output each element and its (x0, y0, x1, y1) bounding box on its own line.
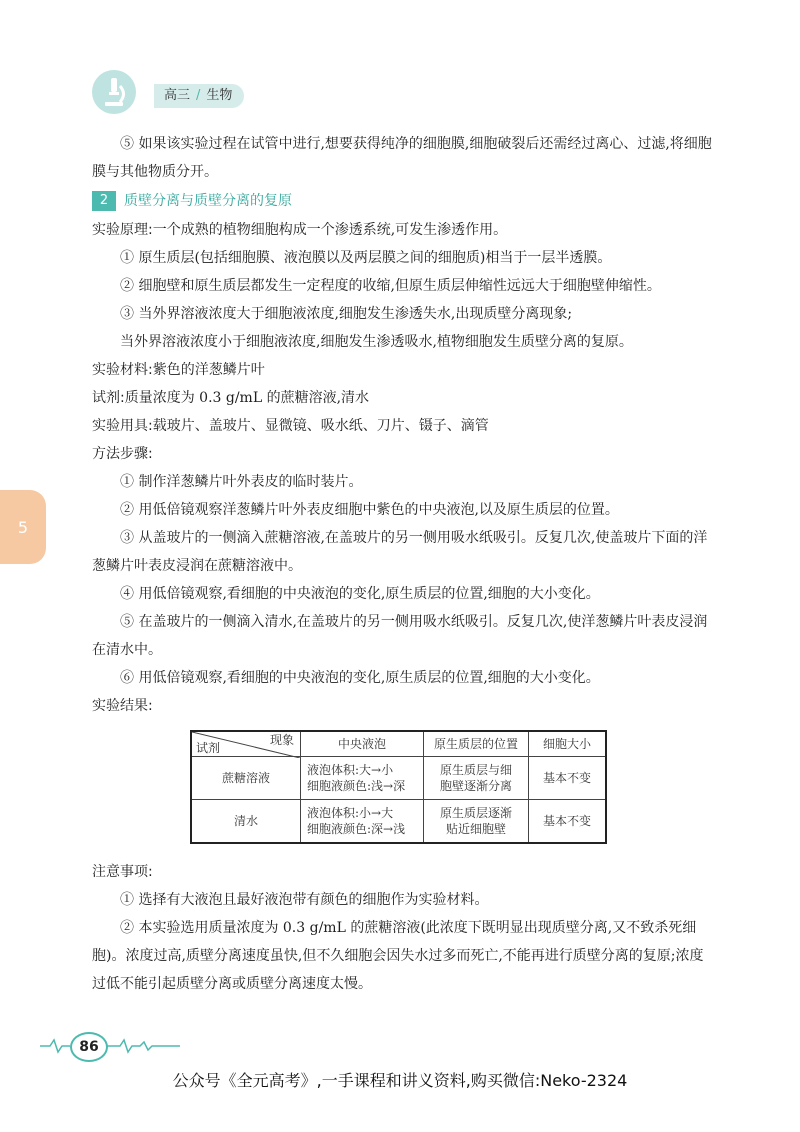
note-item-1: ① 选择有大液泡且最好液泡带有颜色的细胞作为实验材料。 (120, 892, 489, 908)
vacuole-color: 细胞液颜色:浅→深 (307, 779, 406, 793)
results-table (190, 730, 607, 844)
table-row (191, 800, 606, 844)
step-item-1: ① 制作洋葱鳞片叶外表皮的临时装片。 (120, 474, 363, 490)
table-corner-cell (191, 731, 301, 757)
row-reagent: 蔗糖溶液 (191, 757, 301, 800)
section-title: 质壁分离与质壁分离的复原 (124, 193, 292, 209)
breadcrumb (154, 84, 244, 108)
materials-text: 紫色的洋葱鳞片叶 (152, 362, 265, 378)
row-layer (424, 800, 529, 844)
reagents-line (92, 384, 712, 412)
step-item-3: ③ 从盖玻片的一侧滴入蔗糖溶液,在盖玻片的另一侧用吸水纸吸引。反复几次,使盖玻片下面的洋葱鳞片叶表皮浸润在蔗糖溶液中。 (92, 530, 708, 574)
header-layer: 原生质层的位置 (424, 731, 529, 757)
section-heading (92, 188, 712, 214)
layer-line-1: 原生质层与细 (439, 763, 512, 777)
vacuole-volume: 液泡体积:小→大 (307, 806, 394, 820)
step-item-5: ⑤ 在盖玻片的一侧滴入清水,在盖玻片的另一侧用吸水纸吸引。反复几次,使洋葱鳞片叶表皮浸润在清水中。 (92, 614, 708, 658)
vacuole-volume: 液泡体积:大→小 (307, 763, 394, 777)
tools-text: 载玻片、盖玻片、显微镜、吸水纸、刀片、镊子、滴管 (152, 418, 489, 434)
page-number: 86 (70, 1032, 108, 1062)
vacuole-color: 细胞液颜色:深→浅 (307, 822, 406, 836)
step-item-2: ② 用低倍镜观察洋葱鳞片叶外表皮细胞中紫色的中央液泡,以及原生质层的位置。 (120, 502, 619, 518)
notes-label: 注意事项: (92, 864, 153, 880)
reagents-label: 试剂: (92, 390, 125, 406)
principle-item-1: ① 原生质层(包括细胞膜、液泡膜以及两层膜之间的细胞质)相当于一层半透膜。 (120, 250, 612, 266)
breadcrumb-subject: 生物 (206, 88, 233, 103)
results-label: 实验结果: (92, 698, 153, 714)
principle-text: 一个成熟的植物细胞构成一个渗透系统,可发生渗透作用。 (152, 222, 508, 238)
breadcrumb-separator: / (196, 88, 201, 103)
step-item-4: ④ 用低倍镜观察,看细胞的中央液泡的变化,原生质层的位置,细胞的大小变化。 (120, 586, 600, 602)
row-vacuole (301, 757, 424, 800)
corner-bottom-label: 试剂 (196, 741, 221, 755)
page-number-badge (40, 1030, 180, 1060)
reagents-text: 质量浓度为 0.3 g/mL 的蔗糖溶液,清水 (124, 390, 370, 406)
microscope-icon (92, 70, 136, 114)
row-vacuole (301, 800, 424, 844)
chapter-number: 5 (17, 517, 29, 537)
step-item-6: ⑥ 用低倍镜观察,看细胞的中央液泡的变化,原生质层的位置,细胞的大小变化。 (120, 670, 600, 686)
breadcrumb-grade: 高三 (164, 88, 191, 103)
principle-item-2: ② 细胞壁和原生质层都发生一定程度的收缩,但原生质层伸缩性远远大于细胞壁伸缩性。 (120, 278, 661, 294)
tools-label: 实验用具: (92, 418, 153, 434)
materials-label: 实验材料: (92, 362, 153, 378)
row-size: 基本不变 (529, 800, 607, 844)
layer-line-2: 贴近细胞壁 (445, 822, 506, 836)
row-reagent: 清水 (191, 800, 301, 844)
chapter-tab (0, 490, 46, 564)
header-size: 细胞大小 (529, 731, 607, 757)
row-layer (424, 757, 529, 800)
footer-text: 公众号《全元高考》,一手课程和讲义资料,购买微信:Neko-2324 (172, 1071, 628, 1090)
materials-line (92, 356, 712, 384)
header-vacuole: 中央液泡 (301, 731, 424, 757)
table-row (191, 757, 606, 800)
layer-line-2: 胞壁逐渐分离 (439, 779, 512, 793)
intro-item-5: ⑤ 如果该实验过程在试管中进行,想要获得纯净的细胞膜,细胞破裂后还需经过离心、过滤,将细胞膜与其他物质分开。 (92, 136, 712, 180)
tools-line (92, 412, 712, 440)
principle-label: 实验原理: (92, 222, 153, 238)
section-number: 2 (92, 191, 116, 211)
principle-item-4: 当外界溶液浓度小于细胞液浓度,细胞发生渗透吸水,植物细胞发生质壁分离的复原。 (120, 334, 633, 350)
table-header-row (191, 731, 606, 757)
note-item-2: ② 本实验选用质量浓度为 0.3 g/mL 的蔗糖溶液(此浓度下既明显出现质壁分离,又不致杀死细胞)。浓度过高,质壁分离速度虽快,但不久细胞会因失水过多而死亡,不能再进行质壁分离的复原;浓度过低不能引起质壁分离或质壁分离速度太慢。 (92, 920, 704, 992)
row-size: 基本不变 (529, 757, 607, 800)
principle-paragraph (92, 216, 712, 244)
layer-line-1: 原生质层逐渐 (439, 806, 512, 820)
page-content (92, 130, 712, 998)
corner-top-label: 现象 (269, 733, 294, 747)
heartbeat-line-icon (40, 1030, 180, 1060)
steps-label: 方法步骤: (92, 446, 153, 462)
principle-item-3: ③ 当外界溶液浓度大于细胞液浓度,细胞发生渗透失水,出现质壁分离现象; (120, 306, 573, 322)
